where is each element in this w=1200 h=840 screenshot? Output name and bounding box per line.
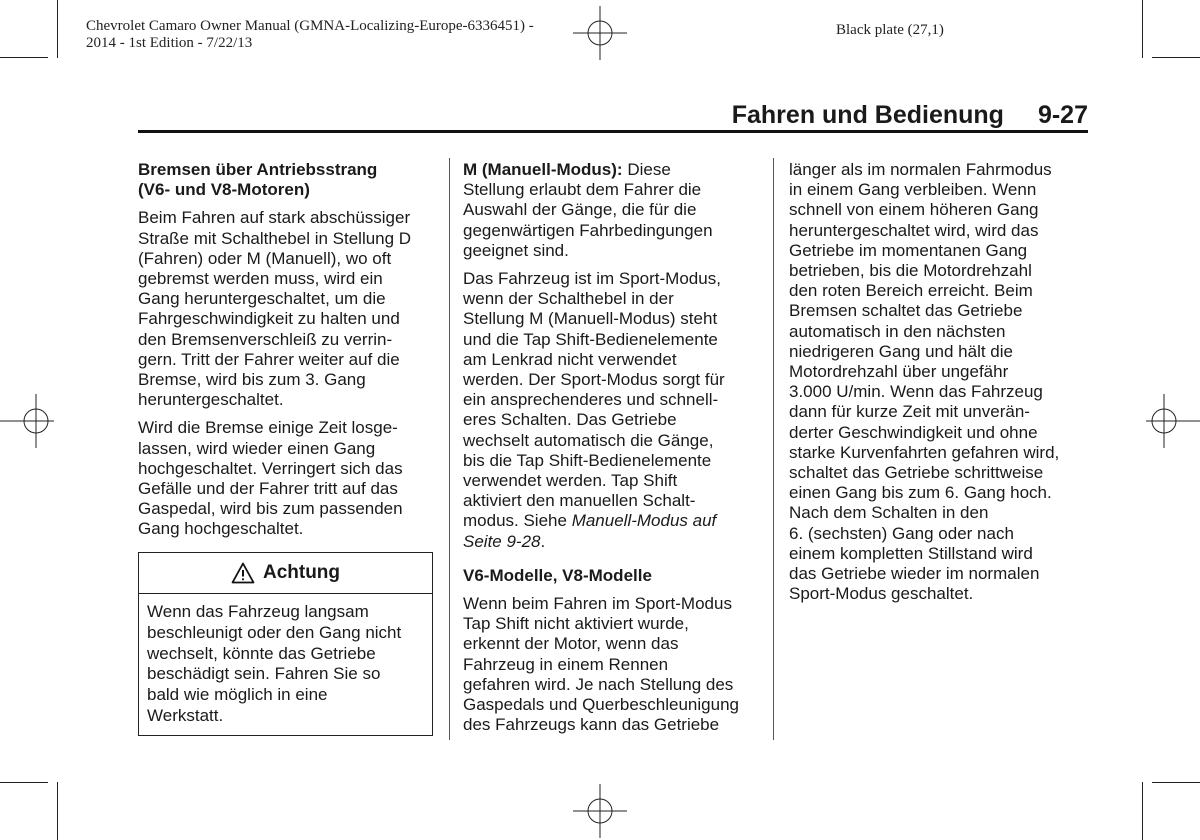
crop-mark-bottom-right-horizontal xyxy=(1152,782,1200,783)
column-divider-2 xyxy=(773,158,774,740)
column2-paragraph-3: Wenn beim Fahren im Sport-Modus Tap Shift nicht aktiviert wurde, erkennt der Motor, wenn das Fahrzeug in einem Rennen gefahren wird. Je nach Stellung des Gaspedals und Querbeschleunigung des Fahrzeugs kann das Getriebe xyxy=(463,594,739,735)
header-rule xyxy=(138,130,1088,133)
warning-triangle-icon xyxy=(231,562,255,584)
plate-label: Black plate (27,1) xyxy=(836,22,944,38)
column1-paragraph-1: Beim Fahren auf stark abschüssiger Straße mit Schalthebel in Stellung D (Fahren) oder M (Manuell), wo oft gebremst werden muss, wird ein Gang heruntergeschaltet, um die Fahrgeschwindigkeit zu halten und den Bremsenverschleiß zu verrin- gern. Tritt der Fahrer weiter auf die Bremse, wird bis zum 3. Gang heruntergeschaltet. xyxy=(138,208,412,410)
registration-mark-left-icon xyxy=(0,394,54,448)
sport-mode-text-end: . xyxy=(540,531,546,551)
crop-mark-bottom-right-vertical xyxy=(1142,782,1143,840)
column-2 xyxy=(463,160,763,743)
manual-mode-lead: M (Manuell-Modus): xyxy=(463,160,623,179)
crop-mark-top-right-horizontal xyxy=(1152,57,1200,58)
registration-mark-bottom-icon xyxy=(573,784,627,838)
crop-mark-top-right-vertical xyxy=(1142,0,1143,58)
warning-box xyxy=(138,552,433,736)
brake-heading: Bremsen über Antriebsstrang (V6- und V8-Motoren) xyxy=(138,160,378,200)
manual-mode-xref-link[interactable]: Manuell-Modus auf Seite 9-28 xyxy=(463,511,717,551)
column-divider-1 xyxy=(449,158,450,740)
print-meta xyxy=(86,18,534,52)
column1-paragraph-2: Wird die Bremse einige Zeit losge- lassen, wird wieder einen Gang hochgeschaltet. Verringert sich das Gefälle und der Fahrer tritt auf das Gaspedal, wird bis zum passenden Gang hochgeschaltet. xyxy=(138,418,403,539)
manual-mode-text: Diese Stellung erlaubt dem Fahrer die Auswahl der Gänge, die für die gegenwärtigen Fahrbedingungen geeignet sind. xyxy=(463,160,713,260)
warning-title-bar xyxy=(139,553,432,594)
registration-mark-right-icon xyxy=(1146,394,1200,448)
column-1 xyxy=(138,160,438,548)
print-meta-line1: Chevrolet Camaro Owner Manual (GMNA-Localizing-Europe-6336451) - xyxy=(86,18,534,34)
models-subheading: V6-Modelle, V8-Modelle xyxy=(463,565,652,585)
crop-mark-bottom-left-horizontal xyxy=(0,782,48,783)
registration-mark-top-icon xyxy=(573,6,627,60)
warning-title: Achtung xyxy=(262,562,341,583)
section-header xyxy=(138,100,1088,130)
warning-text: Wenn das Fahrzeug langsam beschleunigt oder den Gang nicht wechselt, könnte das Getriebe beschädigt sein. Fahren Sie so bald wie möglich in eine Werkstatt. xyxy=(147,602,402,725)
column-3 xyxy=(789,160,1089,612)
crop-mark-top-left-horizontal xyxy=(0,57,48,58)
print-meta-line2: 2014 - 1st Edition - 7/22/13 xyxy=(86,35,253,51)
sport-mode-text: Das Fahrzeug ist im Sport-Modus, wenn der Schalthebel in der Stellung M (Manuell-Modus) steht und die Tap Shift-Bedienelemente am Lenkrad nicht verwendet werden. Der Sport-Modus sorgt für ein ansprechenderes und schnell- eres Schalten. Das Getriebe wechselt automatisch die Gänge, bis die Tap Shift-Bedienelemente verwendet werden. Tap Shift aktiviert den manuellen Schalt- modus. Siehe xyxy=(463,269,725,531)
section-title: Fahren und Bedienung xyxy=(731,101,1004,129)
page-number: 9-27 xyxy=(1037,101,1088,129)
crop-mark-top-left-vertical xyxy=(57,0,58,58)
crop-mark-bottom-left-vertical xyxy=(57,782,58,840)
column3-paragraph-1: länger als im normalen Fahrmodus in einem Gang verbleiben. Wenn schnell von einem höheren Gang heruntergeschaltet wird, wird das Getriebe im momentanen Gang betrieben, bis die Motordrehzahl den roten Bereich erreicht. Beim Bremsen schaltet das Getriebe automatisch in den nächsten niedrigeren Gang und hält die Motordrehzahl über ungefähr 3.000 U/min. Wenn das Fahrzeug dann für kurze Zeit mit unverän- derter Geschwindigkeit und ohne starke Kurvenfahrten gefahren wird, schaltet das Getriebe schrittweise einen Gang bis zum 6. Gang hoch. Nach dem Schalten in den 6. (sechsten) Gang oder nach einem kompletten Stillstand wird das Getriebe wieder im normalen Sport-Modus geschaltet. xyxy=(789,160,1060,604)
column2-paragraph-1 xyxy=(463,160,763,261)
column2-paragraph-2 xyxy=(463,269,763,552)
